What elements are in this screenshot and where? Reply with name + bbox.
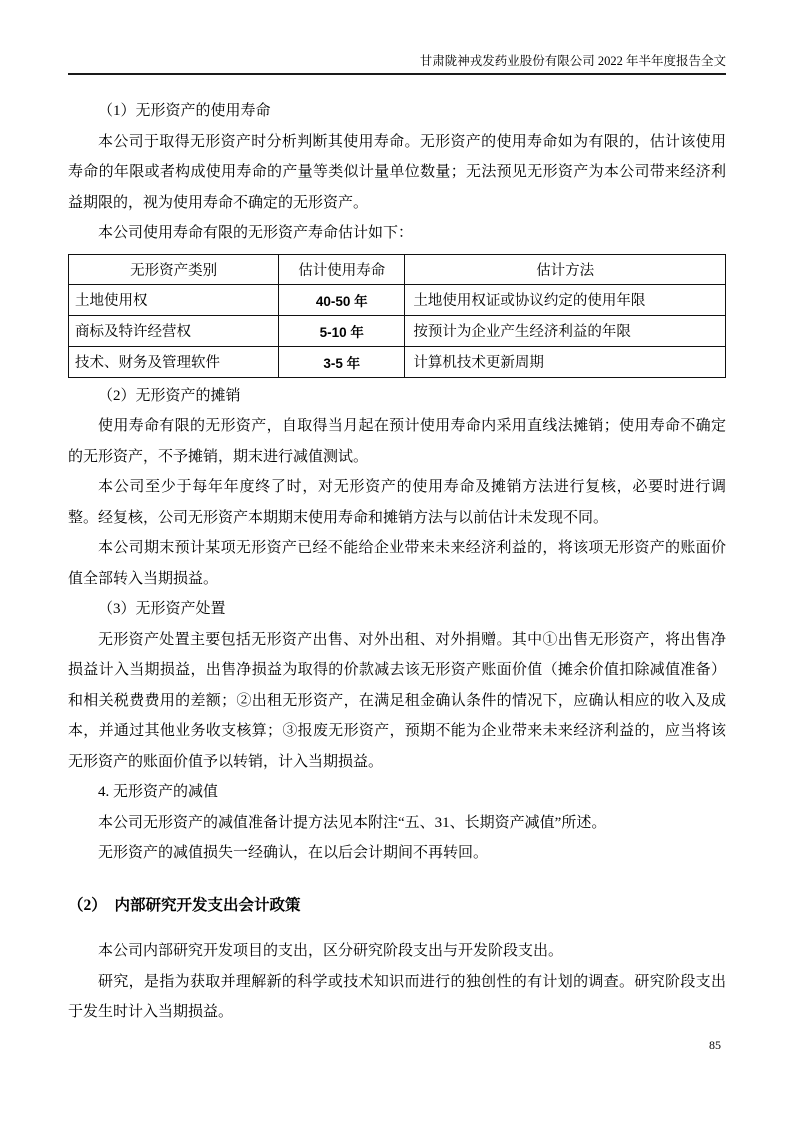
- report-header-title: 甘肃陇神戎发药业股份有限公司 2022 年半年度报告全文: [68, 53, 726, 75]
- section-title-amortization: （2）无形资产的摊销: [98, 387, 241, 404]
- paragraph-amortization-review: 本公司至少于每年年度终了时，对无形资产的使用寿命及摊销方法进行复核，必要时进行调整。经复核，公司无形资产本期期末使用寿命和摊销方法与以前估计未发现不同。: [68, 479, 726, 526]
- table-header-row: [69, 254, 726, 284]
- col-header-lifespan: 估计使用寿命: [279, 254, 405, 284]
- cell-lifespan: 5-10 年: [279, 315, 405, 346]
- cell-lifespan: 3-5 年: [279, 346, 405, 377]
- section-title-impairment: 4. 无形资产的减值: [98, 784, 219, 800]
- table-row: [69, 284, 726, 315]
- table-row: [69, 346, 726, 377]
- section-title-disposal: （3）无形资产处置: [98, 601, 226, 617]
- page-content: [68, 75, 726, 1028]
- cell-lifespan: 40-50 年: [279, 284, 405, 315]
- page-number: 85: [709, 1038, 721, 1052]
- cell-category: 商标及特许经营权: [69, 315, 279, 346]
- paragraph-impairment-reference: 本公司无形资产的减值准备计提方法见本附注“五、31、长期资产减值”所述。: [98, 814, 607, 831]
- section-heading-rd-policy: （2） 内部研究开发支出会计政策: [68, 896, 301, 914]
- col-header-method: 估计方法: [405, 254, 726, 284]
- section-title-intangible-lifespan: （1）无形资产的使用寿命: [98, 103, 271, 119]
- paragraph-impairment-no-reversal: 无形资产的减值损失一经确认，在以后会计期间不再转回。: [98, 845, 489, 861]
- paragraph-lifespan-table-intro: 本公司使用寿命有限的无形资产寿命估计如下：: [98, 225, 414, 241]
- paragraph-amortization-writeoff: 本公司期末预计某项无形资产已经不能给企业带来未来经济利益的，将该项无形资产的账面价值全部转入当期损益。: [68, 540, 726, 587]
- paragraph-disposal-detail: 无形资产处置主要包括无形资产出售、对外出租、对外捐赠。其中①出售无形资产，将出售净损益计入当期损益，出售净损益为取得的价款减去该无形资产账面价值（摊余价值扣除减值准备）和相关税费费用的差额；②出租无形资产，在满足租金确认条件的情况下，应确认相应的收入及成本，并通过其他业务收支核算；③报废无形资产，预期不能为企业带来未来经济利益的，应当将该无形资产的账面价值予以转销，计入当期损益。: [68, 631, 726, 770]
- cell-method: 计算机技术更新周期: [405, 346, 726, 377]
- cell-category: 技术、财务及管理软件: [69, 346, 279, 377]
- paragraph-rd-split: 本公司内部研究开发项目的支出，区分研究阶段支出与开发阶段支出。: [98, 943, 564, 959]
- paragraph-amortization-method: 使用寿命有限的无形资产，自取得当月起在预计使用寿命内采用直线法摊销；使用寿命不确定的无形资产，不予摊销，期末进行减值测试。: [68, 418, 726, 465]
- page-header: [68, 0, 726, 75]
- cell-method: 土地使用权证或协议约定的使用年限: [405, 284, 726, 315]
- table-row: [69, 315, 726, 346]
- paragraph-research-definition: 研究，是指为获取并理解新的科学或技术知识而进行的独创性的有计划的调查。研究阶段支出于发生时计入当期损益。: [68, 973, 726, 1020]
- cell-method: 按预计为企业产生经济利益的年限: [405, 315, 726, 346]
- col-header-category: 无形资产类别: [69, 254, 279, 284]
- paragraph-lifespan-judgement: 本公司于取得无形资产时分析判断其使用寿命。无形资产的使用寿命如为有限的，估计该使用寿命的年限或者构成使用寿命的产量等类似计量单位数量；无法预见无形资产为本公司带来经济利益期限的，视为使用寿命不确定的无形资产。: [68, 133, 726, 211]
- intangible-assets-table: [68, 254, 726, 378]
- cell-category: 土地使用权: [69, 284, 279, 315]
